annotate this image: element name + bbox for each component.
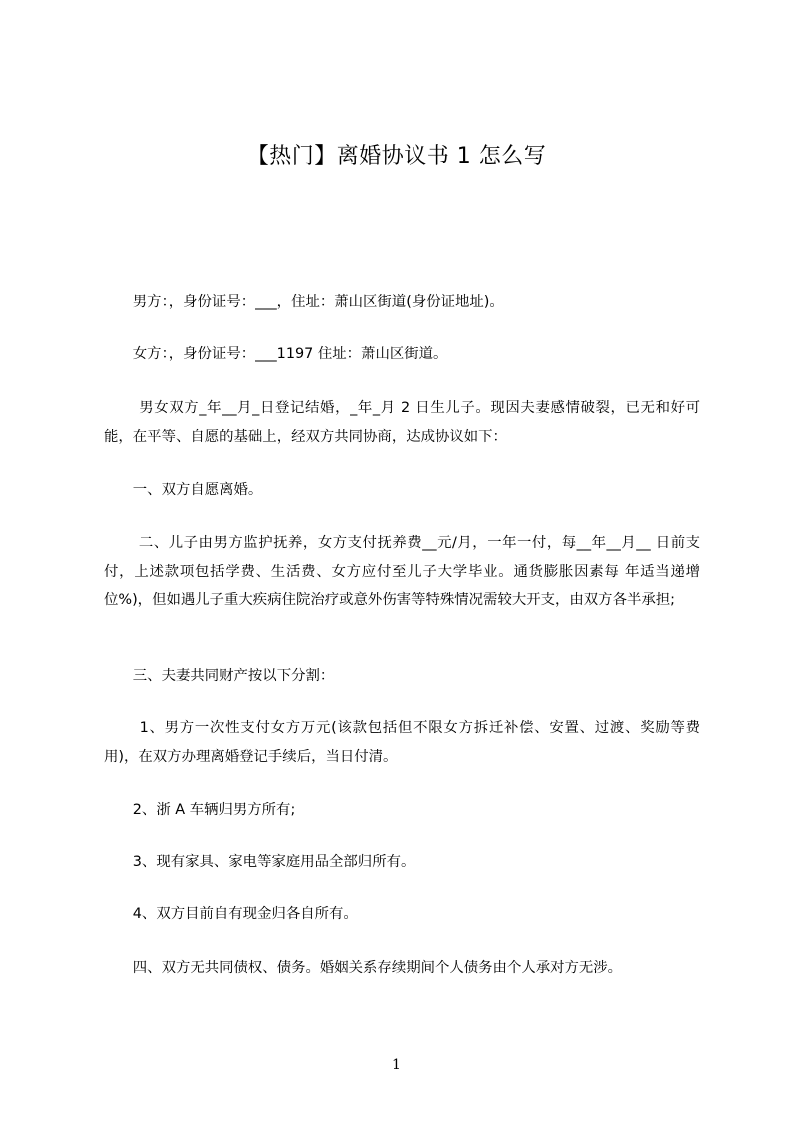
- paragraph-clause-3-item-1: 1、男方一次性支付女方万元(该款包括但不限女方拆迁补偿、安置、过渡、奖励等费用)，在双方办理离婚登记手续后，当日付清。: [104, 720, 700, 765]
- page-number: 1: [392, 1057, 401, 1073]
- paragraph-clause-3: 三、夫妻共同财产按以下分割：: [104, 668, 335, 684]
- paragraph-clause-2: 二、儿子由男方监护抚养，女方支付抚养费__元/月，一年一付，每__年__月__ 日前支付，上述款项包括学费、生活费、女方应付至儿子大学毕业。通货膨胀因素每 年适当递增位%)，但如遇儿子重大疾病住院治疗或意外伤害等特殊情况需较大开支，由双方各半承担;: [104, 535, 700, 608]
- paragraph-clause-3-item-2: 2、浙 A 车辆归男方所有;: [104, 802, 296, 818]
- paragraph-clause-4: 四、双方无共同债权、债务。婚姻关系存续期间个人债务由个人承对方无涉。: [104, 960, 623, 976]
- paragraph-marriage-intro: 男女双方_年__月_日登记结婚，_年_月 2 日生儿子。现因夫妻感情破裂，已无和好可能，在平等、自愿的基础上，经双方共同协商，达成协议如下：: [104, 400, 700, 445]
- paragraph-male-party: 男方：，身份证号：___，住址：萧山区街道(身份证地址)。: [104, 294, 504, 310]
- paragraph-female-party: 女方：，身份证号：___1197 住址：萧山区街道。: [104, 346, 448, 362]
- document-title: 【热门】离婚协议书 1 怎么写: [246, 144, 547, 169]
- paragraph-clause-3-item-4: 4、双方目前自有现金归各自所有。: [104, 906, 358, 922]
- paragraph-clause-3-item-3: 3、现有家具、家电等家庭用品全部归所有。: [104, 854, 416, 870]
- paragraph-clause-1: 一、双方自愿离婚。: [104, 482, 263, 498]
